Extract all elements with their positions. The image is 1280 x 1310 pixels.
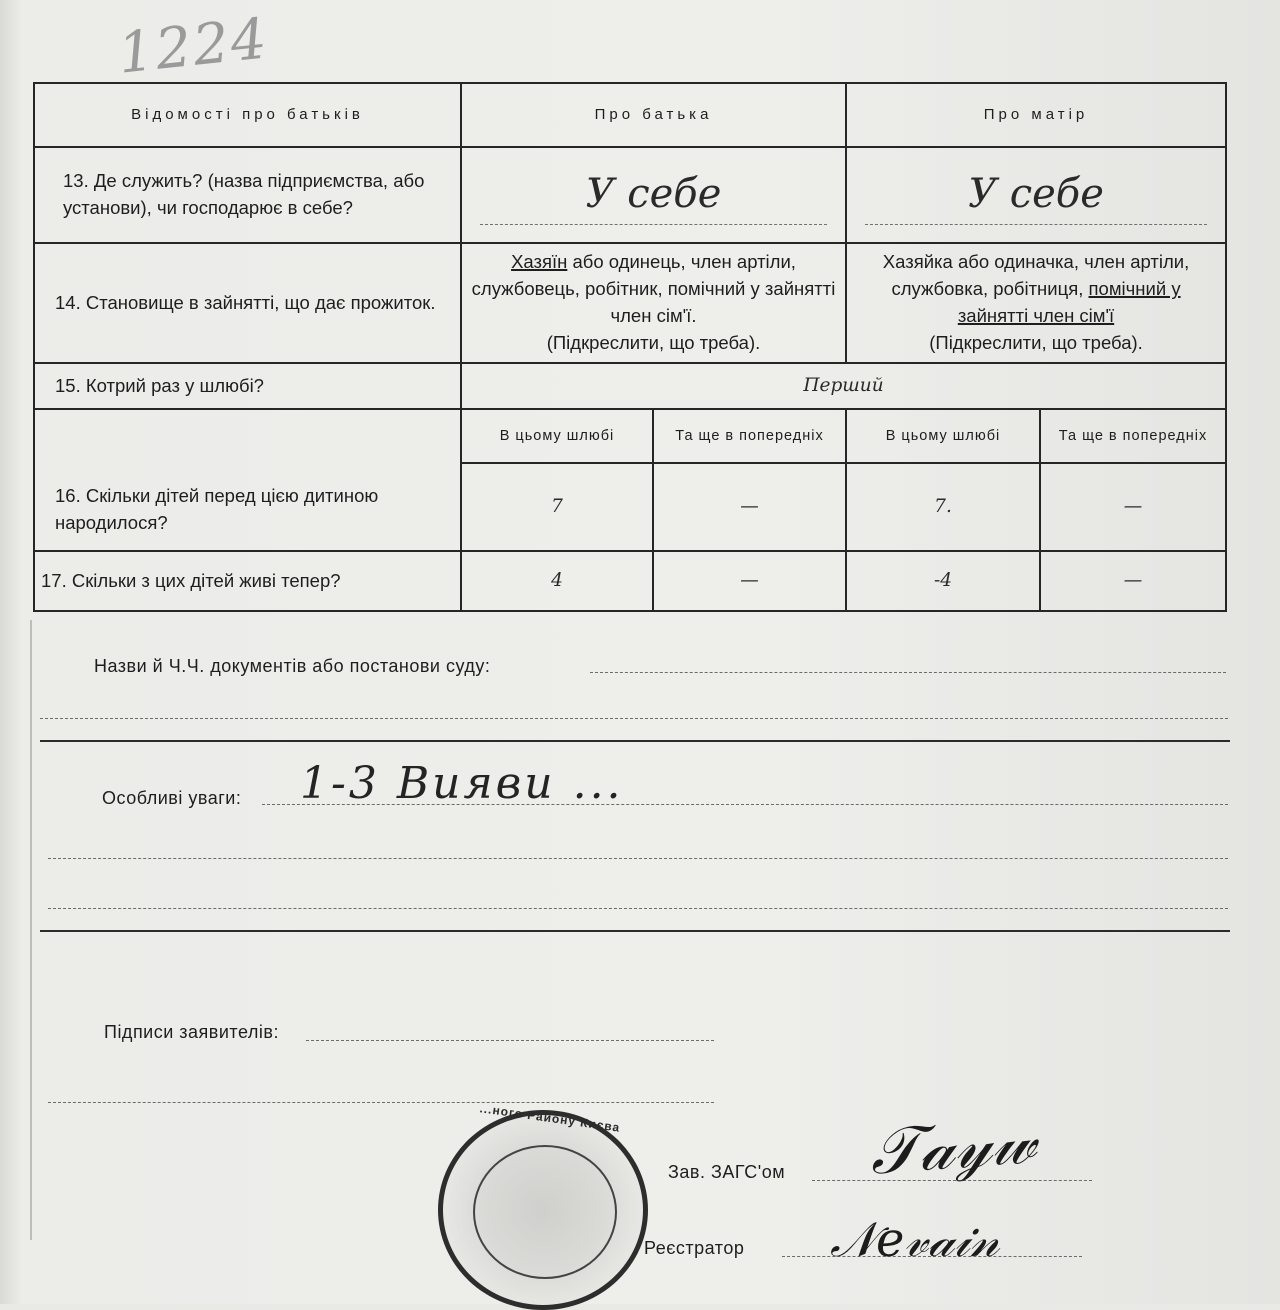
registrar-label: Реєстратор	[644, 1238, 745, 1258]
official-stamp	[438, 1101, 648, 1310]
q13-mother-cell	[846, 147, 1226, 243]
row-q15	[34, 363, 1226, 409]
header-mother: Про матір	[846, 83, 1226, 147]
documents-label: Назви й Ч.Ч. документів або постанови суду:	[94, 656, 491, 676]
notes-line-2	[48, 858, 1228, 859]
dotted-line	[480, 223, 827, 225]
subheader-father-prev: Та ще в попередніх	[653, 409, 846, 463]
q14-mother-start: Хазяйка або одиначка, член артіли, службовка, робітниця,	[882, 251, 1190, 300]
q16-mother-this: 7.	[846, 463, 1040, 551]
notes-line-1	[262, 804, 1228, 805]
q15-answer: Перший	[461, 363, 1226, 409]
subheader-father-this: В цьому шлюбі	[461, 409, 653, 463]
notes-label: Особливі уваги:	[102, 788, 242, 808]
question-15: 15. Котрий раз у шлюбі?	[34, 363, 461, 409]
q17-mother-prev: —	[1040, 551, 1226, 611]
row-q14	[34, 243, 1226, 363]
q16-mother-prev: —	[1040, 463, 1226, 551]
head-signature: 𝒯𝒶𝓎𝓌	[867, 1104, 1039, 1190]
table-header-row	[34, 83, 1226, 147]
row-q17	[34, 551, 1226, 611]
section-divider	[40, 740, 1230, 742]
q14-mother-options	[846, 243, 1226, 363]
q14-father-note: (Підкреслити, що треба).	[546, 331, 761, 353]
page-edge	[30, 620, 32, 1240]
subheader-mother-prev: Та ще в попередніх	[1040, 409, 1226, 463]
stamp-inner-ring	[473, 1145, 617, 1279]
row-subheaders	[34, 409, 1226, 463]
q14-father-underlined: Хазяїн	[511, 251, 568, 273]
signatures-line-1	[306, 1040, 714, 1041]
q13-father-cell	[461, 147, 846, 243]
q16-father-this: 7	[461, 463, 653, 551]
question-14: 14. Становище в зайнятті, що дає прожиток.	[34, 243, 461, 363]
question-13: 13. Де служить? (назва підприємства, або установи), чи господарює в себе?	[34, 147, 461, 243]
subheader-mother-this: В цьому шлюбі	[846, 409, 1040, 463]
notes-value: 1-3 Вияви ...	[300, 758, 624, 809]
q17-mother-this: -4	[846, 551, 1040, 611]
signatures-line-2	[48, 1102, 714, 1103]
q14-mother-note: (Підкреслити, що треба).	[929, 331, 1143, 353]
q17-father-prev: —	[653, 551, 846, 611]
parents-info-table	[33, 82, 1227, 612]
header-father: Про батька	[461, 83, 846, 147]
section-divider	[40, 930, 1230, 932]
q16-father-prev: —	[653, 463, 846, 551]
notes-line-3	[48, 908, 1228, 909]
q13-mother-answer: У себе	[968, 171, 1104, 217]
registrar-signature: 𝒩𝑒𝓋𝒶𝒾𝓃	[830, 1212, 1000, 1268]
dotted-line	[865, 223, 1207, 225]
header-parents-info: Відомості про батьків	[34, 83, 461, 147]
q14-father-rest: або одинець, член артіли, службовець, робітник, помічний у зайнятті член сім'ї.	[471, 251, 836, 326]
signatures-label: Підписи заявителів:	[104, 1022, 279, 1042]
q17-father-this: 4	[461, 551, 653, 611]
q13-father-answer: У себе	[585, 171, 722, 217]
question-17: 17. Скільки з цих дітей живі тепер?	[34, 551, 461, 611]
documents-line-1	[590, 672, 1226, 673]
q14-mother-underlined: помічний у зайнятті член сім'ї	[957, 278, 1181, 326]
documents-line-2	[40, 718, 1228, 719]
q14-father-options	[461, 243, 846, 363]
stamp-text: ...ного Району Києва	[478, 1101, 622, 1135]
archive-number: 1224	[115, 6, 272, 87]
row-q13	[34, 147, 1226, 243]
question-16: 16. Скільки дітей перед цією дитиною народилося?	[34, 409, 461, 551]
head-label: Зав. ЗАГС'ом	[668, 1162, 786, 1182]
